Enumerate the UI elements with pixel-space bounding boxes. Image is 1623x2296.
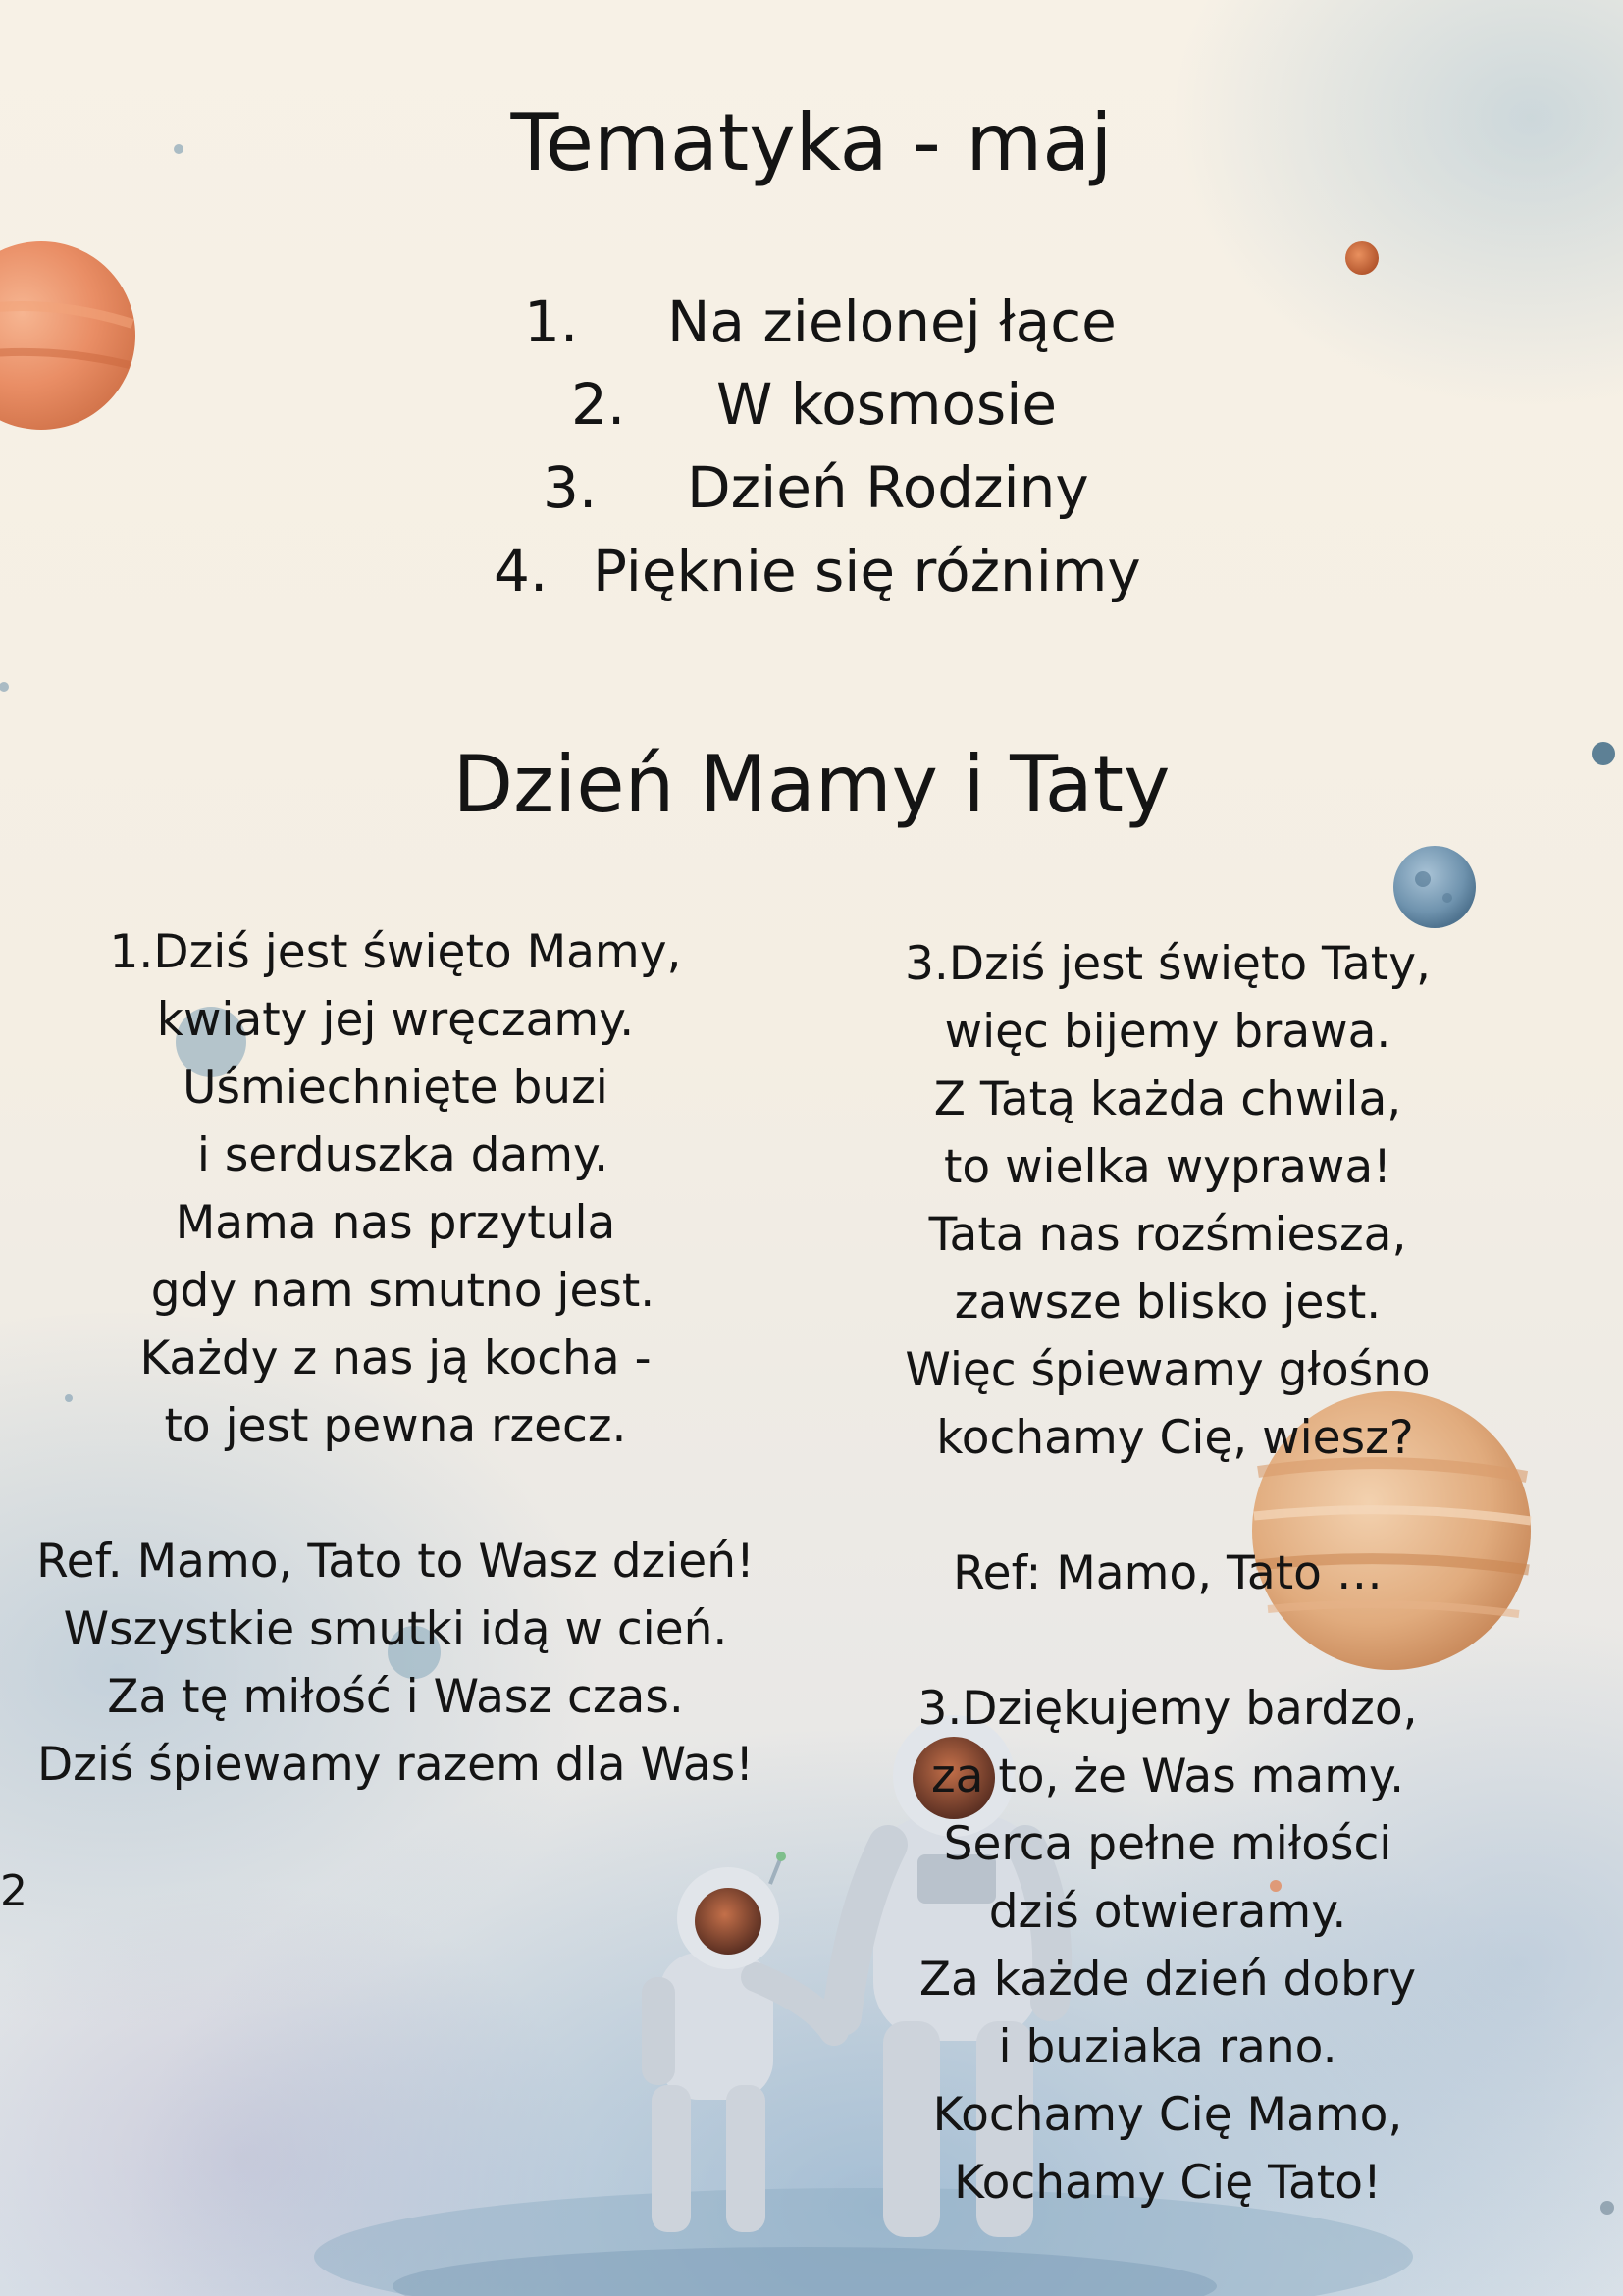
theme-item-label: W kosmosie	[716, 371, 1058, 438]
theme-item-number: 1.	[524, 288, 579, 355]
page-number: 2	[0, 1866, 27, 1916]
theme-list	[0, 0, 1623, 628]
lyric-line: gdy nam smutno jest.	[135, 1264, 655, 1318]
lyric-line: Więc śpiewamy głośno	[905, 1343, 1431, 1397]
lyric-line: 1.Dziś jest święto Mamy,	[109, 925, 682, 979]
page-title: Tematyka - maj	[510, 97, 1113, 188]
lyric-line: za to, że Was mamy.	[930, 1749, 1405, 1803]
theme-item-number: 4.	[494, 538, 549, 604]
lyric-line: Tata nas rozśmiesza,	[928, 1208, 1407, 1262]
lyric-line: i serduszka damy.	[182, 1128, 609, 1182]
planet-blue-icon	[1393, 846, 1476, 928]
lyrics-right-column	[805, 930, 1531, 2217]
lyric-line: Ref. Mamo, Tato to Wasz dzień!	[36, 1535, 755, 1589]
theme-item-label: Dzień Rodziny	[687, 454, 1089, 521]
theme-item-number: 3.	[543, 454, 598, 521]
lyrics-left-column	[0, 918, 791, 1799]
lyric-line: 3.Dziękujemy bardzo,	[917, 1682, 1418, 1736]
theme-item-label: Na zielonej łące	[667, 288, 1117, 355]
lyric-line: Mama nas przytula	[175, 1196, 616, 1250]
lyric-line: to jest pewna rzecz.	[164, 1399, 627, 1453]
lyric-line: Dziś śpiewamy razem dla Was!	[36, 1738, 755, 1792]
lyric-line: Kochamy Cię Tato!	[954, 2156, 1382, 2210]
lyric-line: i buziaka rano.	[998, 2020, 1337, 2074]
lyric-line: Wszystkie smutki idą w cień.	[63, 1602, 728, 1656]
lyric-line: Każdy z nas ją kocha -	[139, 1331, 652, 1385]
theme-item-number: 2.	[571, 371, 626, 438]
song-title: Dzień Mamy i Taty	[452, 739, 1171, 830]
lyric-line: to wielka wyprawa!	[943, 1140, 1392, 1194]
lyric-line: Kochamy Cię Mamo,	[932, 2088, 1403, 2142]
lyric-line	[805, 1607, 1531, 1675]
lyric-line: dziś otwieramy.	[988, 1885, 1347, 1939]
lyric-line	[805, 1472, 1531, 1539]
lyric-line: Uśmiechnięte buzi	[183, 1061, 608, 1115]
lyric-line: Z Tatą każda chwila,	[933, 1072, 1402, 1126]
lyric-line: zawsze blisko jest.	[954, 1276, 1382, 1330]
lyric-line: Za każde dzień dobry	[918, 1953, 1417, 2007]
lyric-line: kwiaty jej wręczamy.	[156, 993, 635, 1047]
lyric-line	[0, 1460, 791, 1528]
lyric-line: Ref: Mamo, Tato …	[953, 1546, 1383, 1600]
lyric-line: więc bijemy brawa.	[944, 1005, 1391, 1059]
lyric-line: Serca pełne miłości	[943, 1817, 1392, 1871]
lyric-line: kochamy Cię, wiesz?	[921, 1411, 1414, 1465]
lyric-line: 3.Dziś jest święto Taty,	[905, 937, 1431, 991]
lyric-line: Za tę miłość i Wasz czas.	[107, 1670, 684, 1724]
theme-item-label: Pięknie się różnimy	[593, 538, 1141, 604]
